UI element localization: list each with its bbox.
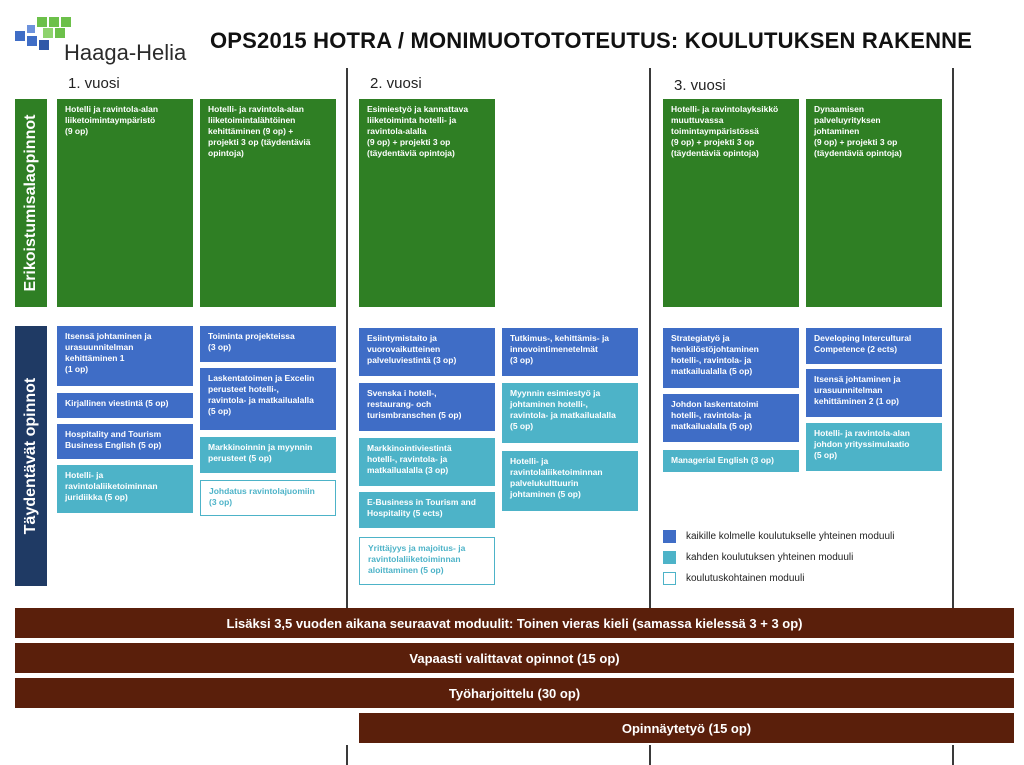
module-common-all: Hospitality and Tourism Business English (5 op)	[57, 424, 193, 459]
module-common-all: Toiminta projekteissa (3 op)	[200, 326, 336, 362]
module-common-two: Managerial English (3 op)	[663, 450, 799, 472]
bar-internship: Työharjoittelu (30 op)	[15, 678, 1014, 708]
bar-thesis: Opinnäytetyö (15 op)	[359, 713, 1014, 743]
column-divider	[346, 745, 348, 765]
module-common-all: Laskentatoimen ja Excelin perusteet hotelli-, ravintola- ja matkailualalla (5 op)	[200, 368, 336, 430]
module-common-two: Myynnin esimiestyö ja johtaminen hotelli-, ravintola- ja matkailualalla (5 op)	[502, 383, 638, 443]
side-label-supplementary	[15, 326, 47, 586]
module-common-all: Itsensä johtaminen ja urasuunnitelman kehittäminen 1 (1 op)	[57, 326, 193, 386]
module-common-two: E-Business in Tourism and Hospitality (5 ects)	[359, 492, 495, 528]
module-common-all: Developing Intercultural Competence (2 ects)	[806, 328, 942, 364]
module-common-all: Kirjallinen viestintä (5 op)	[57, 393, 193, 418]
specialization-module: Hotelli- ja ravintola-alan liiketoimintalähtöinen kehittäminen (9 op) + projekti 3 op (täydentäviä opintoja)	[200, 99, 336, 307]
specialization-module: Dynaamisen palveluyrityksen johtaminen (9 op) + projekti 3 op (täydentäviä opintoja)	[806, 99, 942, 307]
module-common-two: Markkinointiviestintä hotelli-, ravintola- ja matkailualalla (3 op)	[359, 438, 495, 486]
module-common-all: Strategiatyö ja henkilöstöjohtaminen hotelli-, ravintola- ja matkailualalla (5 op)	[663, 328, 799, 388]
year-2-header: 2. vuosi	[370, 75, 422, 92]
specialization-module: Esimiestyö ja kannattava liiketoiminta hotelli- ja ravintola-alalla (9 op) + projekti 3 op (täydentäviä opintoja)	[359, 99, 495, 307]
side-label-specialization-text: Erikoistumisalaopinnot	[22, 114, 39, 292]
module-common-all: Esiintymistaito ja vuorovaikutteinen palveluviestintä (3 op)	[359, 328, 495, 376]
year-3-header: 3. vuosi	[674, 77, 726, 94]
logo-text: Haaga-Helia	[64, 40, 187, 65]
module-common-two: Markkinoinnin ja myynnin perusteet (5 op)	[200, 437, 336, 473]
module-common-two: Hotelli- ja ravintolaliiketoiminnan juridiikka (5 op)	[57, 465, 193, 513]
column-divider	[649, 745, 651, 765]
module-common-two: Hotelli- ja ravintola-alan johdon yrityssimulaatio (5 op)	[806, 423, 942, 471]
legend-swatch-common-two	[663, 551, 676, 564]
column-divider	[346, 68, 348, 608]
column-divider	[952, 745, 954, 765]
side-label-specialization	[15, 99, 47, 307]
bar-elective-studies: Vapaasti valittavat opinnot (15 op)	[15, 643, 1014, 673]
legend-label-common-two: kahden koulutuksen yhteinen moduuli	[686, 552, 854, 563]
module-common-all: Svenska i hotell-, restaurang- och turismbranschen (5 op)	[359, 383, 495, 431]
column-divider	[649, 68, 651, 608]
legend-label-program-specific: koulutuskohtainen moduuli	[686, 573, 805, 584]
specialization-module: Hotelli- ja ravintolayksikkö muuttuvassa toimintaympäristössä (9 op) + projekti 3 op (täydentäviä opintoja)	[663, 99, 799, 307]
module-program-specific: Yrittäjyys ja majoitus- ja ravintolaliiketoiminnan aloittaminen (5 op)	[359, 537, 495, 585]
bar-foreign-language: Lisäksi 3,5 vuoden aikana seuraavat moduulit: Toinen vieras kieli (samassa kielessä 3 + 3 op)	[15, 608, 1014, 638]
year-1-header: 1. vuosi	[68, 75, 120, 92]
module-common-all: Tutkimus-, kehittämis- ja innovointimenetelmät (3 op)	[502, 328, 638, 376]
module-common-all: Itsensä johtaminen ja urasuunnitelman kehittäminen 2 (1 op)	[806, 369, 942, 417]
column-divider	[952, 68, 954, 608]
module-common-two: Hotelli- ja ravintolaliiketoiminnan palvelukulttuurin johtaminen (5 op)	[502, 451, 638, 511]
specialization-module: Hotelli ja ravintola-alan liiketoimintaympäristö (9 op)	[57, 99, 193, 307]
module-common-all: Johdon laskentatoimi hotelli-, ravintola- ja matkailualalla (5 op)	[663, 394, 799, 442]
page-title: OPS2015 HOTRA / MONIMUOTOTOTEUTUS: KOULUTUKSEN RAKENNE	[210, 28, 973, 53]
side-label-supplementary-text: Täydentävät opinnot	[22, 377, 39, 535]
legend-swatch-program-specific	[663, 572, 676, 585]
module-program-specific: Johdatus ravintolajuomiin (3 op)	[200, 480, 336, 516]
legend-label-common-all: kaikille kolmelle koulutukselle yhteinen moduuli	[686, 531, 895, 542]
legend-swatch-common-all	[663, 530, 676, 543]
